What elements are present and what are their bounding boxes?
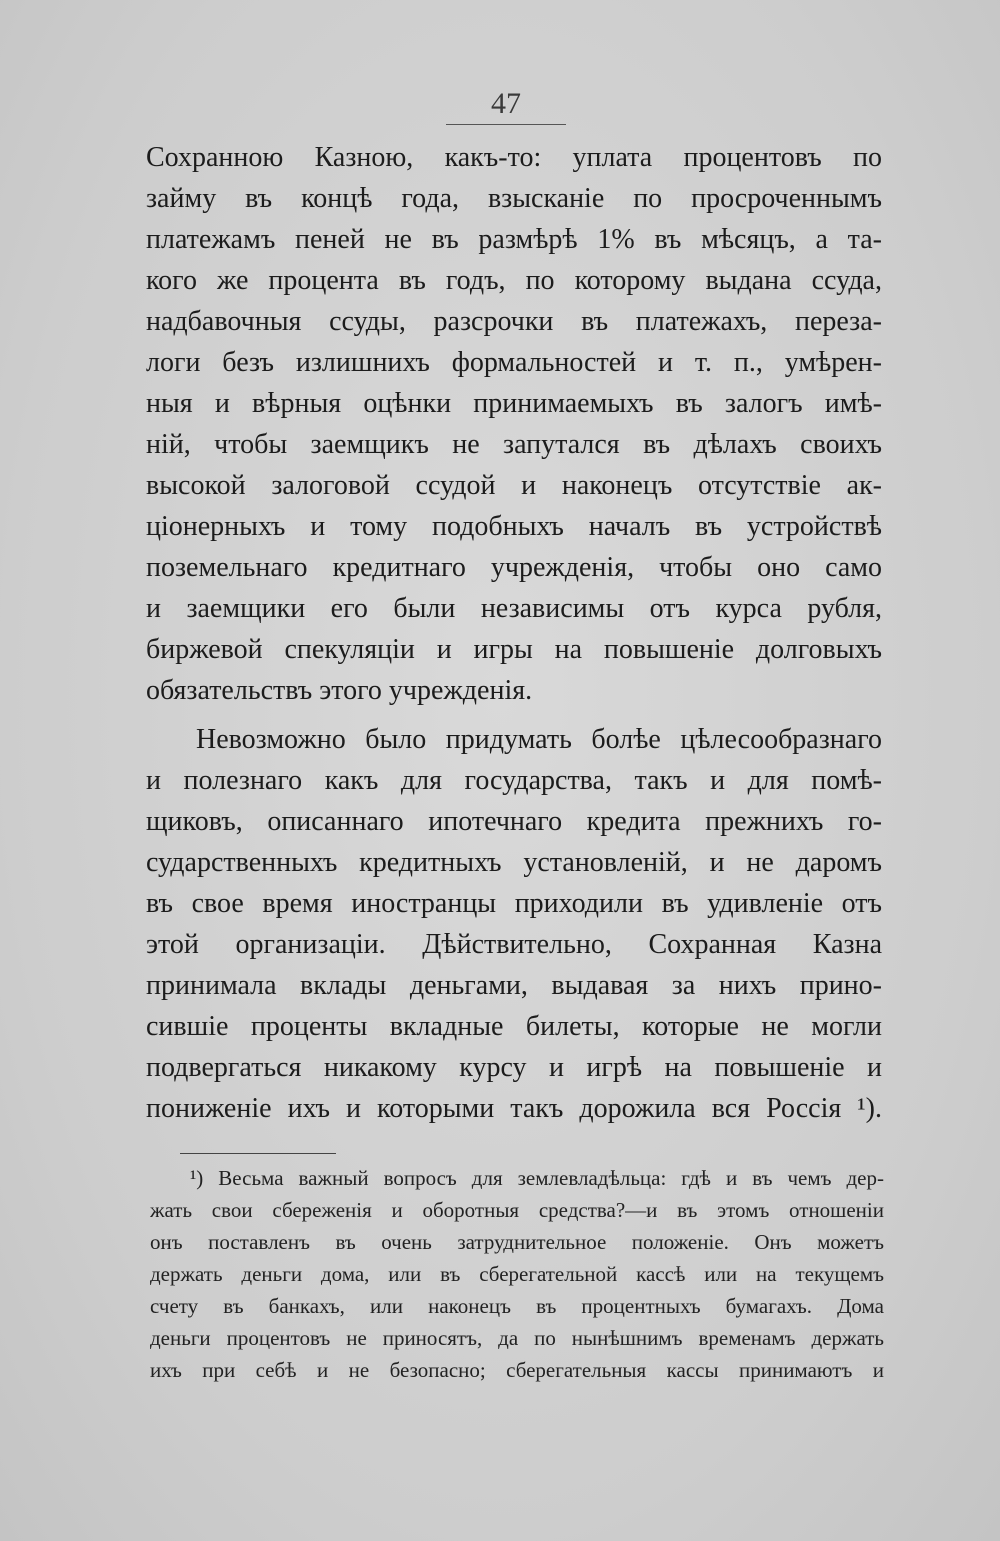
text-line: обязательствъ этого учрежденія. [146, 675, 533, 706]
text-line: ній, чтобы заемщикъ не запутался въ дѣлахъ своихъ [146, 429, 882, 460]
text-line: и заемщики его были независимы отъ курса рубля, [146, 593, 882, 624]
text-line: и полезнаго какъ для государства, такъ и для помѣ- [146, 765, 882, 796]
text-line: займу въ концѣ года, взысканіе по просроченнымъ [146, 183, 882, 214]
text-line: высокой залоговой ссудой и наконецъ отсутствіе ак- [146, 470, 882, 501]
text-line: биржевой спекуляціи и игры на повышеніе долговыхъ [146, 634, 882, 665]
footnote-line: жать свои сбереженія и оборотныя средства?—и въ этомъ отношеніи [150, 1198, 884, 1222]
text-line: логи безъ излишнихъ формальностей и т. п., умѣрен- [146, 347, 882, 378]
paragraph-gap [146, 711, 882, 719]
page-number: 47 [446, 86, 566, 125]
text-line: въ свое время иностранцы приходили въ удивленіе отъ [146, 888, 882, 919]
main-text [146, 137, 882, 1129]
text-line: щиковъ, описаннаго ипотечнаго кредита прежнихъ го- [146, 806, 882, 837]
footnote-line: ¹) Весьма важный вопросъ для землевладѣльца: гдѣ и въ чемъ дер- [190, 1166, 884, 1190]
text-line: подвергаться никакому курсу и игрѣ на повышеніе и [146, 1052, 882, 1083]
text-line: Сохранною Казною, какъ-то: уплата процентовъ по [146, 142, 882, 173]
text-line: принимала вклады деньгами, выдавая за нихъ прино- [146, 970, 882, 1001]
footnote-line: деньги процентовъ не приносятъ, да по нынѣшнимъ временамъ держать [150, 1326, 884, 1350]
footnote-line: ихъ при себѣ и не безопасно; сберегательныя кассы принимаютъ и [150, 1358, 884, 1382]
text-line: ціонерныхъ и тому подобныхъ началъ въ устройствѣ [146, 511, 882, 542]
text-line: ныя и вѣрныя оцѣнки принимаемыхъ въ залогъ имѣ- [146, 388, 882, 419]
text-line: Невозможно было придумать болѣе цѣлесообразнаго [196, 724, 882, 755]
text-line: этой организаціи. Дѣйствительно, Сохранная Казна [146, 929, 882, 960]
text-line: поземельнаго кредитнаго учрежденія, чтобы оно само [146, 552, 882, 583]
text-line: кого же процента въ годъ, по которому выдана ссуда, [146, 265, 882, 296]
footnote-line: онъ поставленъ въ очень затруднительное положеніе. Онъ можетъ [150, 1230, 884, 1254]
text-line: сударственныхъ кредитныхъ установленій, и не даромъ [146, 847, 882, 878]
footnote-line: держать деньги дома, или въ сберегательной кассѣ или на текущемъ [150, 1262, 884, 1286]
text-line: сившіе проценты вкладные билеты, которые не могли [146, 1011, 882, 1042]
text-line: надбавочныя ссуды, разсрочки въ платежахъ, переза- [146, 306, 882, 337]
text-line: пониженіе ихъ и которыми такъ дорожила вся Россія ¹). [146, 1093, 882, 1124]
text-line: платежамъ пеней не въ размѣрѣ 1% въ мѣсяцъ, а та- [146, 224, 882, 255]
footnote-block [150, 1162, 884, 1386]
footnote-divider [180, 1153, 336, 1154]
footnote-line: счету въ банкахъ, или наконецъ въ процентныхъ бумагахъ. Дома [150, 1294, 884, 1318]
